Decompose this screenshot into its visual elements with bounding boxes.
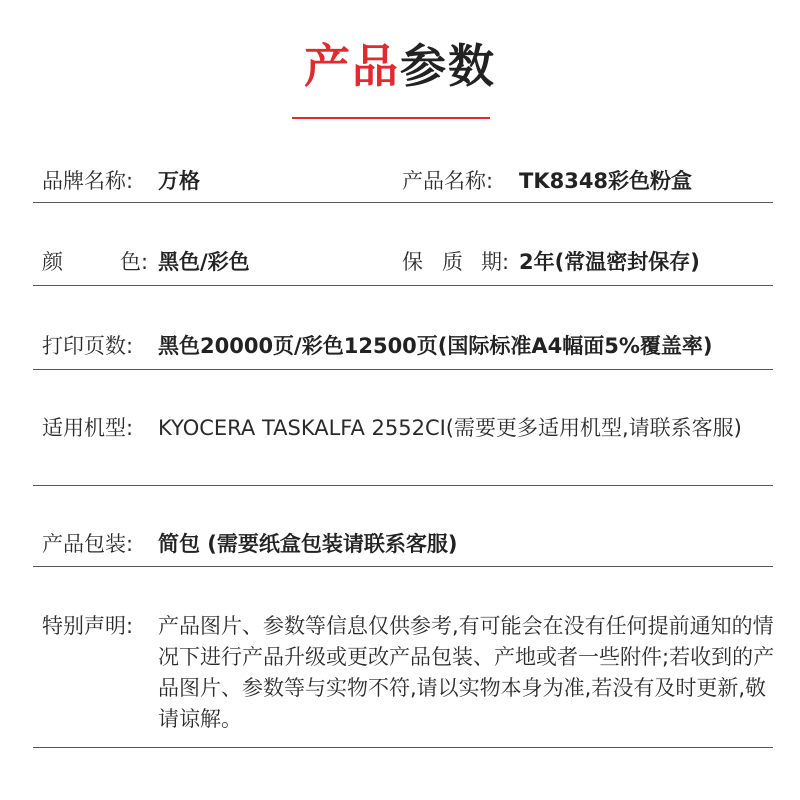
notice-label: 特别声明: xyxy=(42,614,134,638)
pages-label: 打印页数: xyxy=(42,334,134,358)
color-label-b: 色: xyxy=(120,250,149,274)
brand-label: 品牌名称: xyxy=(42,169,134,193)
title-underline xyxy=(292,117,490,119)
notice-value: 产品图片、参数等信息仅供参考,有可能会在没有任何提前通知的情况下进行产品升级或更改产品包装、产地或者一些附件;若收到的产品图片、参数等与实物不符,请以实物本身为准,若没有及时更新,敬请谅解。 xyxy=(158,614,775,731)
pages-value: 黑色20000页/彩色12500页(国际标准A4幅面5%覆盖率) xyxy=(158,334,713,358)
warranty-label-c: 期: xyxy=(481,250,510,274)
product-name-value: TK8348彩色粉盒 xyxy=(519,169,693,193)
product-name-label: 产品名称: xyxy=(402,169,494,193)
brand-value: 万格 xyxy=(158,169,200,193)
page-title xyxy=(0,36,800,96)
packaging-label: 产品包装: xyxy=(42,532,134,556)
row-divider xyxy=(33,369,773,370)
models-label: 适用机型: xyxy=(42,416,134,440)
warranty-label-a: 保 xyxy=(402,250,423,274)
warranty-value: 2年(常温密封保存) xyxy=(519,250,700,274)
title-rest: 参数 xyxy=(400,39,496,93)
row-divider xyxy=(33,747,773,748)
models-value: KYOCERA TASKALFA 2552CI(需要更多适用机型,请联系客服) xyxy=(158,416,742,440)
packaging-value: 简包 (需要纸盒包装请联系客服) xyxy=(158,532,458,556)
color-label-a: 颜 xyxy=(42,250,63,274)
color-value: 黑色/彩色 xyxy=(158,250,250,274)
row-divider xyxy=(33,566,773,567)
warranty-label-b: 质 xyxy=(442,250,463,274)
title-accent: 产品 xyxy=(304,39,400,93)
row-divider xyxy=(33,285,773,286)
row-divider xyxy=(33,202,773,203)
row-divider xyxy=(33,485,773,486)
